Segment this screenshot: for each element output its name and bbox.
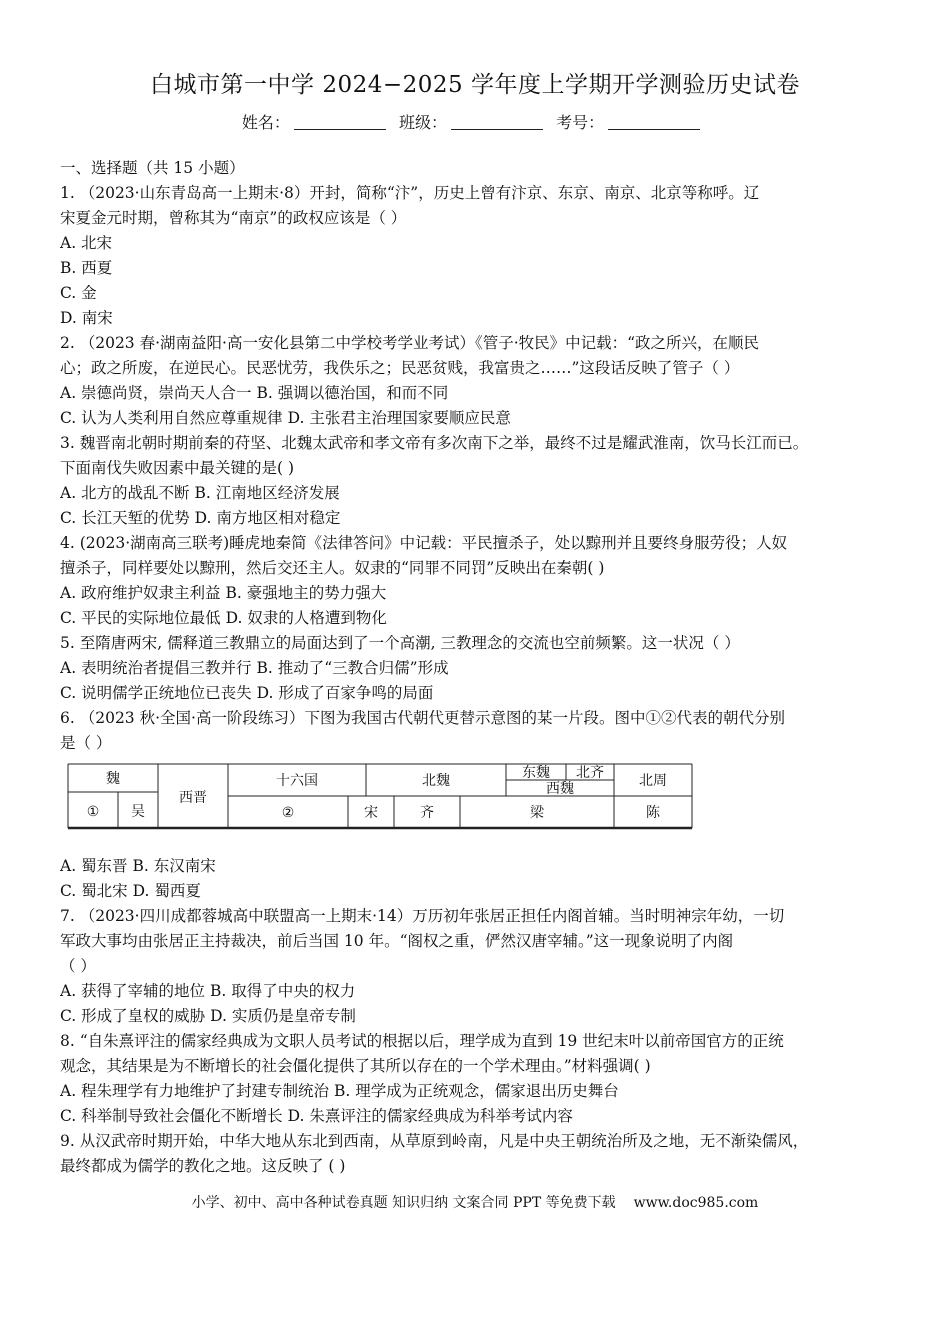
cell-xiwei: 西魏 xyxy=(546,781,574,797)
name-label: 姓名： xyxy=(241,113,290,132)
text-line: 9. 从汉武帝时期开始，中华大地从东北到西南，从草原到岭南，凡是中央王朝统治所及之地，无不渐染儒风， xyxy=(60,1132,809,1150)
text-line: 观念，其结果是为不断增长的社会僵化提供了其所以存在的一个学术理由。”材料强调( ) xyxy=(60,1057,651,1075)
text-line: C. 形成了皇权的威胁 D. 实质仍是皇帝专制 xyxy=(60,1007,356,1025)
section-heading: 一、选择题（共 15 小题） xyxy=(60,159,245,177)
dynasty-diagram xyxy=(60,756,900,854)
text-line: 是（ ） xyxy=(60,734,112,752)
student-info xyxy=(0,110,950,133)
text-line: B. 西夏 xyxy=(60,259,113,277)
text-line: 5. 至隋唐两宋, 儒释道三教鼎立的局面达到了一个高潮, 三教理念的交流也空前频繁。这一状况（ ） xyxy=(60,634,740,652)
text-line: 3. 魏晋南北朝时期前秦的苻坚、北魏太武帝和孝文帝有多次南下之举，最终不过是耀武淮南，饮马长江而已。 xyxy=(60,434,809,452)
question-content xyxy=(60,156,900,1179)
text-line: C. 科举制导致社会僵化不断增长 D. 朱熹评注的儒家经典成为科举考试内容 xyxy=(60,1107,573,1125)
text-line: 下面南伐失败因素中最关键的是( ) xyxy=(60,459,295,477)
text-line: 最终都成为儒学的教化之地。这反映了 ( ) xyxy=(60,1157,346,1175)
text-line: A. 北宋 xyxy=(60,234,113,252)
text-line: 心；政之所废，在逆民心。民恶忧劳，我佚乐之；民恶贫贱，我富贵之……”这段话反映了管子（ ） xyxy=(60,359,740,377)
footer-url: www.doc985.com xyxy=(633,1195,759,1211)
cell-blank-1: ① xyxy=(86,804,100,820)
page-footer xyxy=(0,1192,950,1212)
text-line: A. 表明统治者提倡三教并行 B. 推动了“三教合归儒”形成 xyxy=(60,659,449,677)
text-line: A. 程朱理学有力地维护了封建专制统治 B. 理学成为正统观念，儒家退出历史舞台 xyxy=(60,1082,619,1100)
cell-blank-2: ② xyxy=(281,805,295,821)
text-line: 6. （2023 秋·全国·高一阶段练习）下图为我国古代朝代更替示意图的某一片段。图中①②代表的朝代分别 xyxy=(60,709,785,727)
name-blank xyxy=(294,115,386,130)
cell-shiliuguo: 十六国 xyxy=(276,773,318,789)
text-line: 1. （2023·山东青岛高一上期末·8）开封，简称“汴”，历史上曾有汴京、东京、南京、北京等称呼。辽 xyxy=(60,184,760,202)
text-line: D. 南宋 xyxy=(60,309,113,327)
dynasty-table-svg xyxy=(66,762,694,838)
cell-beiqi: 北齐 xyxy=(576,765,604,781)
cell-liang: 梁 xyxy=(530,805,544,821)
cell-chen: 陈 xyxy=(646,805,660,821)
text-line: 4. (2023·湖南高三联考)睡虎地秦简《法律答问》中记载：平民擅杀子，处以黥刑并且要终身服劳役；人奴 xyxy=(60,534,788,552)
text-line: A. 蜀东晋 B. 东汉南宋 xyxy=(60,857,216,875)
text-line: 8. “自朱熹评注的儒家经典成为文职人员考试的根据以后，理学成为直到 19 世纪末叶以前帝国官方的正统 xyxy=(60,1032,784,1050)
cell-qi: 齐 xyxy=(420,805,434,821)
text-line: A. 北方的战乱不断 B. 江南地区经济发展 xyxy=(60,484,340,502)
text-line: C. 长江天堑的优势 D. 南方地区相对稳定 xyxy=(60,509,341,527)
text-line: C. 金 xyxy=(60,284,97,302)
cell-beizhou: 北周 xyxy=(639,773,667,789)
text-line: （ ） xyxy=(60,957,96,975)
text-line: 擅杀子，同样要处以黥刑，然后交还主人。奴隶的“同罪不同罚”反映出在秦朝( ) xyxy=(60,559,605,577)
page-title: 白城市第一中学 2024−2025 学年度上学期开学测验历史试卷 xyxy=(150,72,800,98)
cell-wei: 魏 xyxy=(106,771,120,787)
text-line: C. 蜀北宋 D. 蜀西夏 xyxy=(60,882,201,900)
cell-xijin: 西晋 xyxy=(179,790,207,806)
text-line: C. 平民的实际地位最低 D. 奴隶的人格遭到物化 xyxy=(60,609,387,627)
text-line: A. 政府维护奴隶主利益 B. 豪强地主的势力强大 xyxy=(60,584,387,602)
id-blank xyxy=(608,115,700,130)
text-line: 2. （2023 春·湖南益阳·高一安化县第二中学校考学业考试）《管子·牧民》中记载：“政之所兴，在顺民 xyxy=(60,334,760,352)
text-line: A. 获得了宰辅的地位 B. 取得了中央的权力 xyxy=(60,982,356,1000)
cell-song: 宋 xyxy=(364,805,378,821)
cell-dongwei: 东魏 xyxy=(522,765,550,781)
text-line: C. 说明儒学正统地位已丧失 D. 形成了百家争鸣的局面 xyxy=(60,684,434,702)
id-label: 考号： xyxy=(556,113,605,132)
text-line: 7. （2023·四川成都蓉城高中联盟高一上期末·14）万历初年张居正担任内阁首辅。当时明神宗年幼，一切 xyxy=(60,907,785,925)
text-line: A. 崇德尚贤，崇尚天人合一 B. 强调以德治国，和而不同 xyxy=(60,384,449,402)
cell-beiwei: 北魏 xyxy=(422,773,450,789)
class-blank xyxy=(451,115,543,130)
footer-text: 小学、初中、高中各种试卷真题 知识归纳 文案合同 PPT 等免费下载 xyxy=(191,1195,616,1211)
cell-wu: 吴 xyxy=(131,804,145,820)
text-line: C. 认为人类利用自然应尊重规律 D. 主张君主治理国家要顺应民意 xyxy=(60,409,511,427)
text-line: 军政大事均由张居正主持裁决，前后当国 10 年。“阁权之重，俨然汉唐宰辅。”这一现象说明了内阁 xyxy=(60,932,734,950)
class-label: 班级： xyxy=(398,113,447,132)
text-line: 宋夏金元时期，曾称其为“南京”的政权应该是（ ） xyxy=(60,209,407,227)
